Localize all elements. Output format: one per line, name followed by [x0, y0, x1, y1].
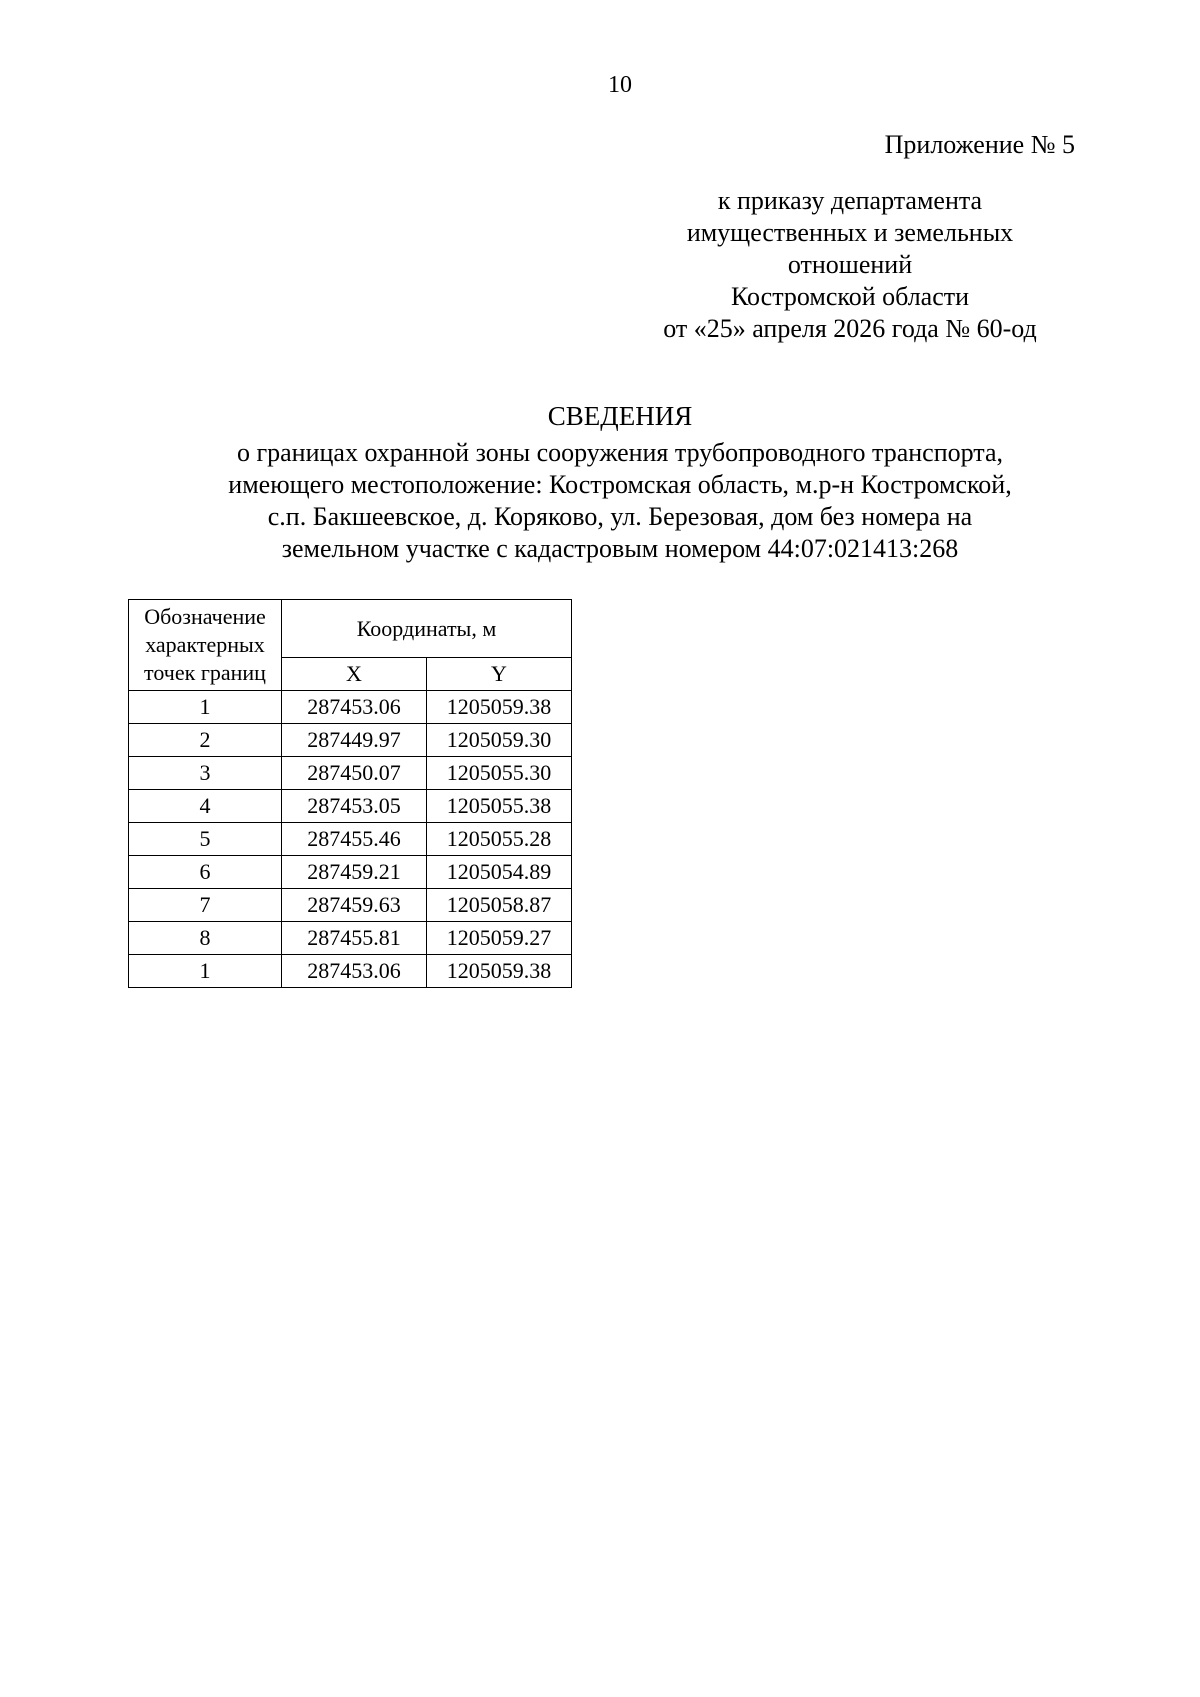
table-row [129, 757, 572, 790]
header-x: X [282, 658, 427, 691]
y-cell: 1205059.30 [427, 724, 572, 757]
subtitle-line: с.п. Бакшеевское, д. Коряково, ул. Березовая, дом без номера на [267, 502, 973, 531]
header-y: Y [427, 658, 572, 691]
x-cell: 287450.07 [282, 757, 427, 790]
point-cell: 7 [129, 889, 282, 922]
table-row [129, 889, 572, 922]
y-cell: 1205058.87 [427, 889, 572, 922]
x-cell: 287455.81 [282, 922, 427, 955]
coordinates-table [128, 599, 572, 988]
header-coordinates: Координаты, м [282, 600, 572, 658]
header-designation-line: Обозначение [144, 604, 266, 629]
x-cell: 287453.05 [282, 790, 427, 823]
document-subtitle [0, 437, 1200, 565]
x-cell: 287449.97 [282, 724, 427, 757]
table-row [129, 724, 572, 757]
table-row [129, 922, 572, 955]
y-cell: 1205055.30 [427, 757, 572, 790]
page-number: 10 [608, 72, 632, 98]
point-cell: 8 [129, 922, 282, 955]
order-reference-line: имущественных и земельных [686, 218, 1014, 247]
point-cell: 5 [129, 823, 282, 856]
x-cell: 287459.21 [282, 856, 427, 889]
table-row [129, 955, 572, 988]
point-cell: 6 [129, 856, 282, 889]
point-cell: 4 [129, 790, 282, 823]
header-designation-line: точек границ [144, 660, 266, 685]
point-cell: 3 [129, 757, 282, 790]
x-cell: 287453.06 [282, 955, 427, 988]
order-reference [610, 185, 1090, 345]
table-row [129, 856, 572, 889]
order-reference-line: Костромской области [730, 282, 970, 311]
y-cell: 1205059.38 [427, 955, 572, 988]
point-cell: 1 [129, 955, 282, 988]
order-reference-line: отношений [787, 250, 913, 279]
order-reference-line: от «25» апреля 2026 года № 60-од [663, 314, 1037, 343]
x-cell: 287459.63 [282, 889, 427, 922]
point-cell: 1 [129, 691, 282, 724]
appendix-label: Приложение № 5 [884, 130, 1075, 159]
y-cell: 1205055.28 [427, 823, 572, 856]
table-row [129, 691, 572, 724]
header-designation-line: характерных [145, 632, 265, 657]
x-cell: 287455.46 [282, 823, 427, 856]
point-cell: 2 [129, 724, 282, 757]
subtitle-line: имеющего местоположение: Костромская область, м.р-н Костромской, [228, 470, 1012, 499]
y-cell: 1205054.89 [427, 856, 572, 889]
document-title: СВЕДЕНИЯ [547, 401, 693, 431]
header-designation [129, 600, 282, 691]
subtitle-line: земельном участке с кадастровым номером 44:07:021413:268 [281, 534, 959, 563]
y-cell: 1205059.38 [427, 691, 572, 724]
table-row [129, 790, 572, 823]
x-cell: 287453.06 [282, 691, 427, 724]
order-reference-line: к приказу департамента [717, 186, 983, 215]
subtitle-line: о границах охранной зоны сооружения трубопроводного транспорта, [236, 438, 1004, 467]
y-cell: 1205059.27 [427, 922, 572, 955]
table-row [129, 823, 572, 856]
coordinates-table-body [129, 691, 572, 988]
y-cell: 1205055.38 [427, 790, 572, 823]
